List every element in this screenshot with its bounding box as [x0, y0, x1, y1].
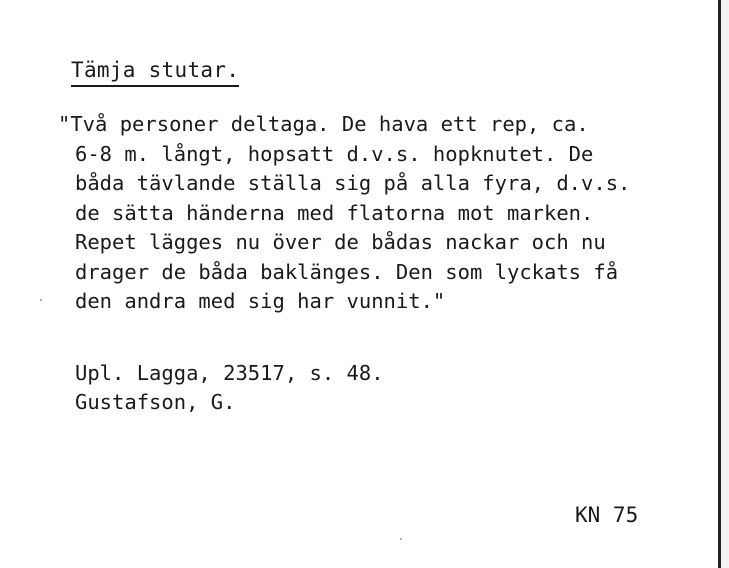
title-underline	[71, 85, 239, 87]
body-line-2: 6-8 m. långt, hopsatt d.v.s. hopknutet. De	[75, 141, 594, 166]
source-place: Upl. Lagga, 23517, s. 48.	[75, 361, 384, 385]
body-line-3: båda tävlande ställa sig på alla fyra, d.v.s.	[75, 171, 631, 195]
body-line-4: de sätta händerna med flatorna mot marken.	[75, 200, 594, 225]
card-body	[58, 110, 630, 317]
scan-edge	[721, 0, 729, 568]
body-line-6: drager de båda baklänges. Den som lyckats få	[75, 259, 619, 284]
card-id: KN 75	[575, 503, 639, 527]
card-title: Tämja stutar.	[71, 58, 240, 82]
body-line-1: "Två personer deltaga. De hava ett rep, ca.	[58, 112, 589, 136]
body-line-7: den andra med sig har vunnit."	[75, 289, 446, 313]
source-reference	[75, 359, 384, 417]
paper-speck	[400, 538, 402, 540]
paper-speck	[40, 299, 42, 301]
source-author: Gustafson, G.	[75, 390, 236, 414]
body-line-5: Repet lägges nu över de bådas nackar och nu	[75, 230, 606, 254]
